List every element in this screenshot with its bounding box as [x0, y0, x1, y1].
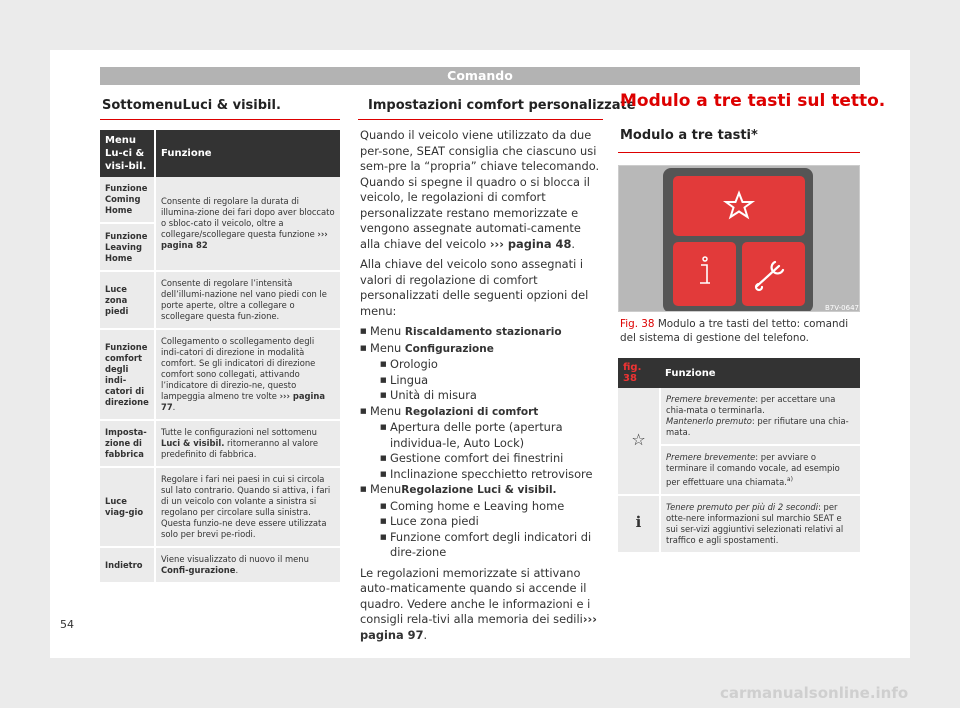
list-item: ■ Lingua	[380, 373, 602, 389]
figure-code: B7V-0647	[825, 304, 859, 312]
roof-module-illustration	[619, 166, 860, 312]
list-item: ■ Luce zona piedi	[380, 514, 602, 530]
col1-title: SottomenuLuci & visibil.	[102, 98, 281, 113]
row-key: Imposta-zione di fabbrica	[100, 420, 155, 467]
row-val: Premere brevemente: per accettare una chia-mata o terminarla. Mantenerlo premuto: per rifiutare una chia-mata.	[660, 388, 860, 445]
list-item: ■ Menu Regolazioni di comfort ■ Apertura delle porte (apertura individua-le, Auto Lock) ■ Gestione comfort dei finestrini ■ Inclinazione specchietto retrovisore	[360, 404, 602, 483]
table-header-fig: fig. 38	[618, 358, 660, 388]
table-header-function: Funzione	[660, 358, 860, 388]
table-row	[100, 547, 340, 583]
row-key: Funzione Leaving Home	[100, 223, 155, 271]
row-val: Viene visualizzato di nuovo il menu Confi-gurazione.	[155, 547, 340, 583]
figure-caption: Fig. 38 Modulo a tre tasti del tetto: comandi del sistema di gestione del telefono.	[620, 318, 849, 344]
row-val: Tenere premuto per più di 2 secondi: per otte-nere informazioni sul marchio SEAT e sui ser-vizi aggiuntivi selezionati relativi al traffico e agli spostamenti.	[660, 495, 860, 553]
col1-rule	[100, 119, 340, 120]
watermark: carmanualsonline.info	[720, 684, 909, 702]
roof-module-table	[618, 358, 860, 554]
section-header: Comando	[100, 67, 860, 85]
paragraph-2: Alla chiave del veicolo sono assegnati i valori di regolazione di comfort personalizzati delle seguenti opzioni del menu:	[360, 257, 589, 318]
list-item: ■ Menu Configurazione ■ Orologio ■ Lingua ■ Unità di misura	[360, 341, 602, 404]
col2-title: Impostazioni comfort personalizzate	[368, 98, 636, 113]
col3-rule	[618, 152, 860, 153]
table-row	[100, 467, 340, 547]
row-val: Collegamento o scollegamento degli indi-catori di direzione in modalità comfort. Se gli indicatori di direzione comfort sono collegati, attivando l’indicatore di direzio-ne, questo lampeggia almeno tre volte ››› pagina 77.	[155, 329, 340, 420]
list-item: ■ MenuRegolazione Luci & visibil. ■ Coming home e Leaving home ■ Luce zona piedi ■ Funzione comfort degli indicatori di dire-zione	[360, 482, 602, 561]
row-key: Luce zona piedi	[100, 271, 155, 329]
paragraph-3: Le regolazioni memorizzate si attivano auto-maticamente quando si accende il quadro. Vedere anche le informazioni e i consigli rela-tivi alla memoria dei sedili››› pagina 97.	[360, 565, 597, 642]
list-item: ■ Inclinazione specchietto retrovisore	[380, 467, 602, 483]
table-header-key: Menu Lu-ci & visi-bil.	[100, 130, 155, 177]
row-val: Premere brevemente: per avviare o terminare il comando vocale, ad esempio per effettuare una chiamata.$^{a)}$	[660, 445, 860, 495]
table-row	[618, 495, 860, 553]
star-icon: ☆	[631, 429, 646, 449]
page-number: 54	[60, 618, 74, 631]
info-cell	[618, 495, 660, 553]
list-item: ■ Gestione comfort dei finestrini	[380, 451, 602, 467]
roof-module-figure	[618, 165, 860, 312]
table-row	[618, 388, 860, 445]
list-item: ■ Menu Riscaldamento stazionario	[360, 324, 602, 341]
row-key: Funzione comfort degli indi-catori di direzione	[100, 329, 155, 420]
table-row	[100, 271, 340, 329]
row-key: Indietro	[100, 547, 155, 583]
table-row	[100, 329, 340, 420]
list-item: ■ Apertura delle porte (apertura individua-le, Auto Lock)	[380, 420, 602, 451]
table-row	[100, 177, 340, 223]
table-header-val: Funzione	[155, 130, 340, 177]
table-row	[100, 420, 340, 467]
list-item: ■ Unità di misura	[380, 388, 602, 404]
col3-subtitle: Modulo a tre tasti*	[620, 128, 758, 143]
row-val: Regolare i fari nei paesi in cui si circola sul lato contrario. Quando si attiva, i fari di un veicolo con volante a sinistra si regolano per circolare sulla sinistra. Questa funzio-ne deve essere utilizzata solo per brevi pe-riodi.	[155, 467, 340, 547]
list-item: ■ Coming home e Leaving home	[380, 499, 602, 515]
list-item: ■ Orologio	[380, 357, 602, 373]
col3-title: Modulo a tre tasti sul tetto.	[620, 91, 886, 111]
row-val: Consente di regolare l’intensità dell’illumi-nazione nel vano piedi con le porte aperte, oltre a collegare o scollegare questa fun-zione.	[155, 271, 340, 329]
lights-menu-table	[100, 130, 340, 584]
row-val: Tutte le configurazioni nel sottomenu Luci & visibil. ritorneranno al valore predefinito di fabbrica.	[155, 420, 340, 467]
col2-rule	[358, 119, 603, 120]
row-key: Luce viag-gio	[100, 467, 155, 547]
list-item: ■ Funzione comfort degli indicatori di dire-zione	[380, 530, 602, 561]
info-icon: ℹ	[635, 513, 642, 532]
star-cell	[618, 388, 660, 495]
menu-list	[360, 324, 602, 561]
row-key: Funzione Coming Home	[100, 177, 155, 223]
paragraph-1: Quando il veicolo viene utilizzato da due per-sone, SEAT consiglia che ciascuno usi sem-pre la “propria” chiave telecomando. Quando si spegne il quadro o si blocca il veicolo, le regolazioni di comfort personalizzate restano memorizzate e vengono assegnate automati-camente alla chiave del veicolo ››› pagina 48.	[360, 128, 600, 251]
row-val: Consente di regolare la durata di illumina-zione dei fari dopo aver bloccato o sbloc-cato il veicolo, oltre a collegare/scollegare questa funzione ››› pagina 82	[155, 177, 340, 271]
col2-body	[360, 128, 602, 648]
